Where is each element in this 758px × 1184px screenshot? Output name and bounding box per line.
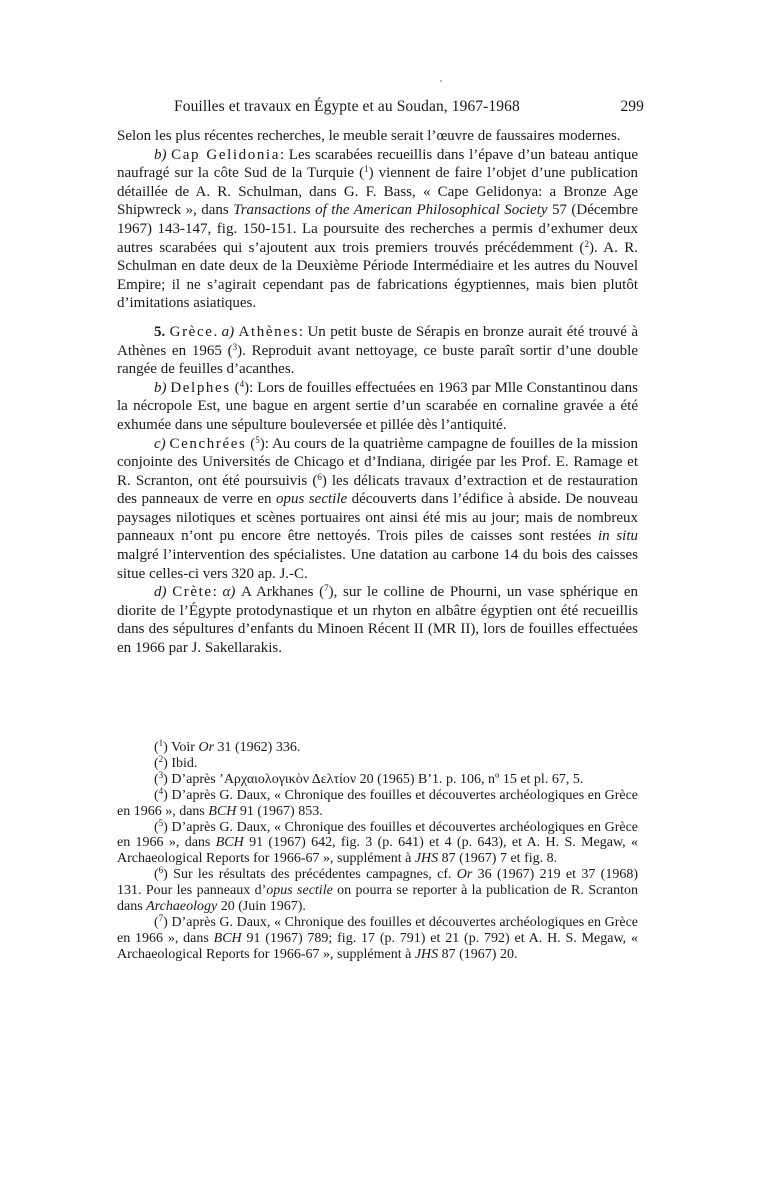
paragraph-crete: d) Crète: α) A Arkhanes ($^7$), sur le colline de Phourni, un vase sphérique en diorite de l’Égypte protodynastique et un rhyton en albâtre égyptien ont été recueillis dans des sépultures d’enfants du Minoen Récent II (MR II), lors de fouilles effectuées en 1966 par J. Sakellarakis. [117, 583, 639, 657]
footnote-italic: JHS [414, 851, 439, 867]
running-head-title: Fouilles et travaux en Égypte et au Soudan, 1967-1968 [174, 98, 520, 115]
footnote-text: 91 (1967) 853. [236, 803, 323, 819]
footnote-text: D’après G. Daux, « Chronique des fouilles et découvertes archéologiques en Grèce en 1966 », dans [117, 914, 638, 946]
item-label: b) [154, 379, 167, 396]
footnote-italic: Or [198, 740, 215, 755]
scan-speck [440, 80, 442, 82]
footnote-ref: 6 [317, 471, 322, 482]
country-name: Grèce [169, 323, 214, 340]
footnote-italic: BCH [213, 930, 242, 946]
paragraph-athenes: 5. Grèce. a) Athènes: Un petit buste de Sérapis en bronze aurait été trouvé à Athènes en 1965 ($^3$). Reproduit avant nettoyage, ce buste paraît sortir d’une double rangée de feuilles d’acanthes. [117, 323, 639, 378]
footnote-number: 1 [158, 738, 164, 748]
footnote-italic: JHS [414, 946, 439, 962]
footnote-6: ($^6$) Sur les résultats des précédentes campagnes, cf. Or 36 (1967) 219 et 37 (1968) 131. Pour les panneaux d’opus sectile on pourra se reporter à la publication de R. Scranton dans Archaeology 20 (Juin 1967). [117, 865, 638, 915]
footnote-text: 36 (1967) 219 et 37 (1968) 131. Pour les panneaux d’ [117, 867, 638, 899]
site-name: Crète [172, 584, 213, 601]
footnote-text: on pourra se reporter à la publication de R. Scranton dans [117, 883, 638, 915]
footnote-ref: 2 [584, 238, 589, 249]
footnote-ref: 5 [255, 434, 260, 445]
sub-label: α) [222, 584, 236, 601]
latin-term: opus sectile [276, 491, 348, 508]
footnote-number: 2 [158, 753, 164, 764]
journal-title: Transactions of the American Philosophical Society [233, 202, 548, 219]
footnotes [117, 740, 638, 963]
footnote-ref: 7 [324, 583, 329, 594]
footnote-4: ($^4$) D’après G. Daux, « Chronique des fouilles et découvertes archéologiques en Grèce en 1966 », dans BCH 91 (1967) 853. [117, 785, 638, 819]
footnote-text: 91 (1967) 642, fig. 3 (p. 641) et 4 (p. 643), et A. H. S. Megaw, « Archaeological Reports for 1966-67 », supplément à [117, 835, 638, 867]
paragraph-cap-gelidonia: b) Cap Gelidonia: Les scarabées recueillis dans l’épave d’un bateau antique naufragé sur la côte Sud de la Turquie ($^1$) viennent de faire l’objet d’une publication détaillée de A. R. Schulman, dans G. F. Bass, « Cape Gelidonya: a Bronze Age Shipwreck », dans Transactions of the American Philosophical Society 57 (Décembre 1967) 143-147, fig. 150-151. La poursuite des recherches a permis d’exhumer deux autres scarabées qui s’ajoutent aux trois premiers trouvés précédemment ($^2$). A. R. Schulman en date deux de la Deuxième Période Intermédiaire et les autres du Nouvel Empire; il ne s’agirait cependant pas de fabrications égyptiennes, mais bien plutôt d’imitations asiatiques. [117, 146, 638, 312]
footnote-3: ($^3$) D’après ’Αρχαιολογικὸν Δελτίον 20 (1965) B’1. p. 106, nº 15 et pl. 67, 5. [154, 769, 584, 787]
footnote-ref: 1 [364, 164, 369, 175]
footnote-text: Sur les résultats des précédentes campagnes, cf. [173, 867, 457, 883]
footnote-number: 5 [158, 817, 164, 828]
footnote-italic: BCH [208, 803, 237, 819]
footnote-text: 91 (1967) 789; fig. 17 (p. 791) et 21 (p. 792) et A. H. S. Megaw, « Archaeological Reports for 1966-67 », supplément à [117, 930, 638, 962]
footnote-text: 31 (1962) 336. [214, 740, 301, 755]
footnote-italic: Archaeology [146, 899, 218, 915]
page-number: 299 [620, 98, 644, 115]
paragraph-delphes: b) Delphes ($^4$): Lors de fouilles effectuées en 1963 par Mlle Constantinou dans la nécropole Est, une bague en argent sertie d’un scarabée en cornaline gravée a été exhumée dans une sépulture bouleversée et pillée dès l’antiquité. [117, 378, 639, 433]
site-name: Cenchrées [169, 435, 247, 452]
footnote-text: 87 (1967) 7 et fig. 8. [438, 851, 558, 867]
section-number: 5. [154, 323, 166, 340]
footnote-2: ($^2$) Ibid. [154, 753, 198, 771]
running-head [174, 98, 644, 120]
footnote-number: 7 [158, 912, 164, 923]
footnote-text: D’après ’Αρχαιολογικὸν Δελτίον 20 (1965) B’1. p. 106, nº 15 et pl. 67, 5. [171, 771, 584, 787]
footnote-5: ($^5$) D’après G. Daux, « Chronique des fouilles et découvertes archéologiques en Grèce en 1966 », dans BCH 91 (1967) 642, fig. 3 (p. 641) et 4 (p. 643), et A. H. S. Megaw, « Archaeological Reports for 1966-67 », supplément à JHS 87 (1967) 7 et fig. 8. [117, 817, 638, 867]
footnote-7: ($^7$) D’après G. Daux, « Chronique des fouilles et découvertes archéologiques en Grèce en 1966 », dans BCH 91 (1967) 789; fig. 17 (p. 791) et 21 (p. 792) et A. H. S. Megaw, « Archaeological Reports for 1966-67 », supplément à JHS 87 (1967) 20. [117, 912, 638, 962]
footnote-1: ($^1$) Voir Or 31 (1962) 336. [154, 738, 301, 755]
footnote-italic: Or [456, 867, 473, 883]
site-name: Delphes [170, 379, 231, 396]
site-name: Athènes [238, 323, 299, 340]
item-label: a) [221, 323, 235, 340]
footnote-text: Ibid. [171, 755, 198, 771]
item-label: c) [154, 435, 166, 452]
footnote-text: 87 (1967) 20. [438, 946, 518, 962]
footnote-ref: 4 [239, 378, 245, 389]
footnote-text: D’après G. Daux, « Chronique des fouilles et découvertes archéologiques en Grèce en 1966 », dans [117, 787, 638, 819]
footnote-italic: BCH [215, 835, 244, 851]
footnote-number: 3 [158, 769, 164, 780]
main-text [117, 127, 638, 658]
footnote-text: Voir [171, 740, 199, 755]
footnote-text: 20 (Juin 1967). [217, 899, 306, 915]
site-name: Cap Gelidonia [171, 146, 280, 163]
footnote-number: 4 [158, 785, 164, 796]
footnote-ref: 3 [232, 341, 238, 352]
paragraph-cenchrees: c) Cenchrées ($^5$): Au cours de la quatrième campagne de fouilles de la mission conjointe des Universités de Chicago et d’Indiana, dirigée par les Prof. E. Ramage et R. Scranton, ont été poursuivis ($^6$) les délicats travaux d’extraction et de restauration des panneaux de verre en opus sectile découverts dans l’édifice à abside. De nouveau paysages nilotiques et scènes portuaires ont ainsi été mis au jour; mais de nombreux panneaux n’ont pu encore être nettoyés. Trois piles de caisses sont restées in situ malgré l’intervention des spécialistes. Une datation au carbone 14 du bois des caisses situe celles-ci vers 320 ap. J.-C. [117, 434, 639, 582]
footnote-italic: opus sectile [266, 883, 333, 899]
footnote-text: D’après G. Daux, « Chronique des fouilles et découvertes archéologiques en Grèce en 1966 », dans [117, 819, 638, 851]
latin-term: in situ [598, 528, 639, 545]
item-label: b) [154, 146, 167, 163]
item-label: d) [154, 584, 167, 601]
footnote-number: 6 [158, 865, 164, 876]
paragraph-meuble: Selon les plus récentes recherches, le meuble serait l’œuvre de faussaires modernes. [117, 128, 621, 144]
